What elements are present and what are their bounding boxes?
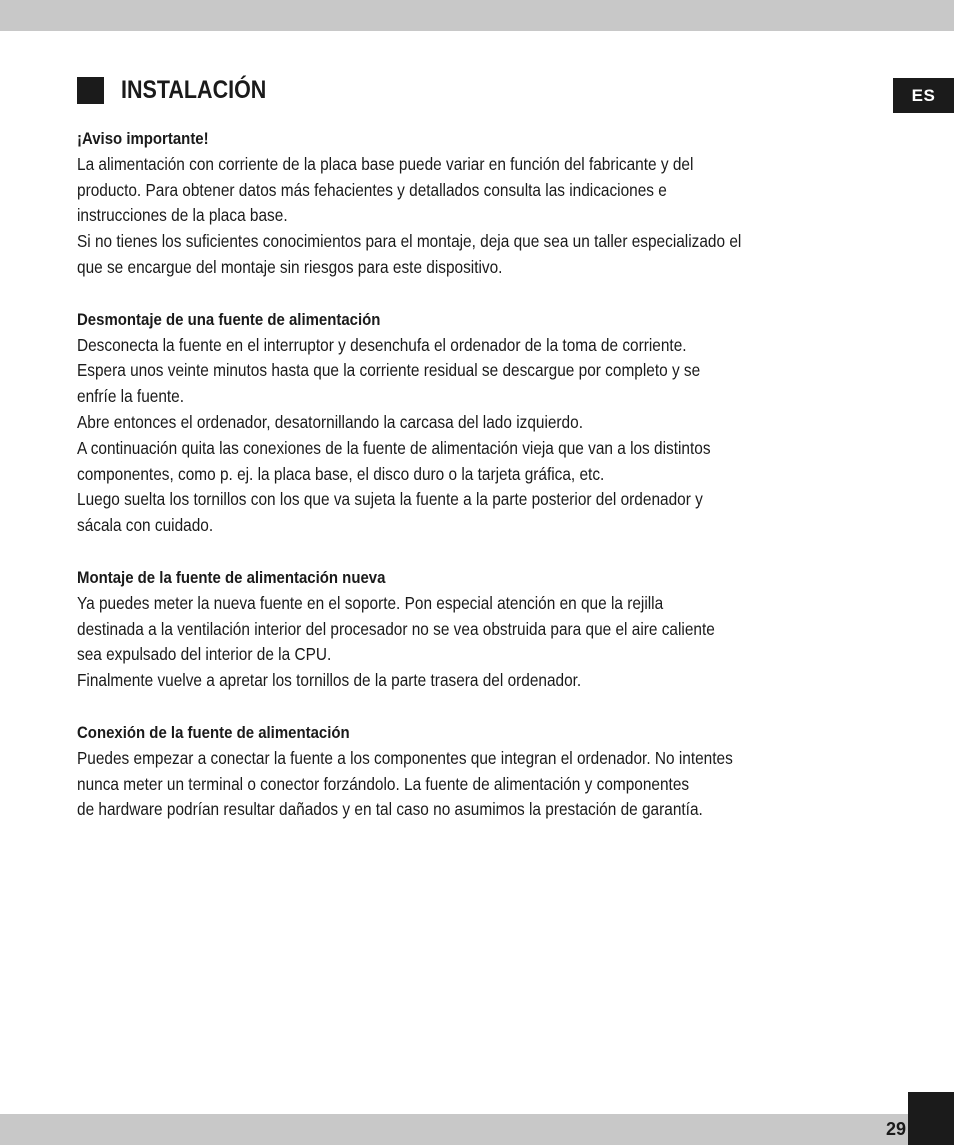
section-heading: Desmontaje de una fuente de alimentación: [77, 309, 381, 329]
document-body: [77, 126, 857, 849]
paragraph-line: de hardware podrían resultar dañados y en tal caso no asumimos la prestación de garantía.: [77, 799, 703, 820]
paragraph-line: sea expulsado del interior de la CPU.: [77, 644, 332, 665]
title-square-marker: [77, 77, 104, 104]
paragraph-line: Abre entonces el ordenador, desatornillando la carcasa del lado izquierdo.: [77, 411, 583, 432]
paragraph-line: producto. Para obtener datos más fehacientes y detallados consulta las indicaciones e: [77, 179, 667, 200]
paragraph-line: A continuación quita las conexiones de la fuente de alimentación vieja que van a los distintos: [77, 437, 711, 458]
paragraph-line: que se encargue del montaje sin riesgos para este dispositivo.: [77, 256, 503, 277]
section-important-notice: [77, 126, 857, 281]
page-number: 29: [885, 1119, 906, 1139]
section-psu-removal: [77, 307, 857, 539]
page-title: INSTALACIÓN: [121, 76, 267, 104]
paragraph-line: Ya puedes meter la nueva fuente en el soporte. Pon especial atención en que la rejilla: [77, 592, 664, 613]
paragraph-line: instrucciones de la placa base.: [77, 205, 288, 226]
paragraph-line: enfríe la fuente.: [77, 386, 185, 407]
paragraph-line: La alimentación con corriente de la placa base puede variar en función del fabricante y del: [77, 153, 694, 174]
bottom-footer-bar: [0, 1114, 908, 1145]
section-heading: Conexión de la fuente de alimentación: [77, 722, 350, 742]
page-corner-tab: [908, 1092, 954, 1145]
paragraph-line: Si no tienes los suficientes conocimientos para el montaje, deja que sea un taller especializado el: [77, 231, 742, 252]
paragraph-line: destinada a la ventilación interior del procesador no se vea obstruida para que el aire caliente: [77, 618, 715, 639]
section-heading: ¡Aviso importante!: [77, 129, 209, 148]
top-header-bar: [0, 0, 954, 31]
section-heading: Montaje de la fuente de alimentación nueva: [77, 567, 386, 587]
paragraph-line: nunca meter un terminal o conector forzándolo. La fuente de alimentación y componentes: [77, 773, 690, 794]
paragraph-line: Espera unos veinte minutos hasta que la corriente residual se descargue por completo y se: [77, 360, 701, 381]
paragraph-line: sácala con cuidado.: [77, 515, 214, 536]
paragraph-line: Finalmente vuelve a apretar los tornillos de la parte trasera del ordenador.: [77, 670, 582, 691]
paragraph-line: Puedes empezar a conectar la fuente a los componentes que integran el ordenador. No intentes: [77, 747, 733, 768]
language-tab: ES: [893, 78, 954, 113]
paragraph-line: Luego suelta los tornillos con los que va sujeta la fuente a la parte posterior del ordenador y: [77, 489, 703, 510]
paragraph-line: componentes, como p. ej. la placa base, el disco duro o la tarjeta gráfica, etc.: [77, 463, 605, 484]
section-new-psu-mounting: [77, 565, 857, 694]
paragraph-line: Desconecta la fuente en el interruptor y desenchufa el ordenador de la toma de corriente.: [77, 334, 687, 355]
section-psu-connection: [77, 720, 857, 823]
